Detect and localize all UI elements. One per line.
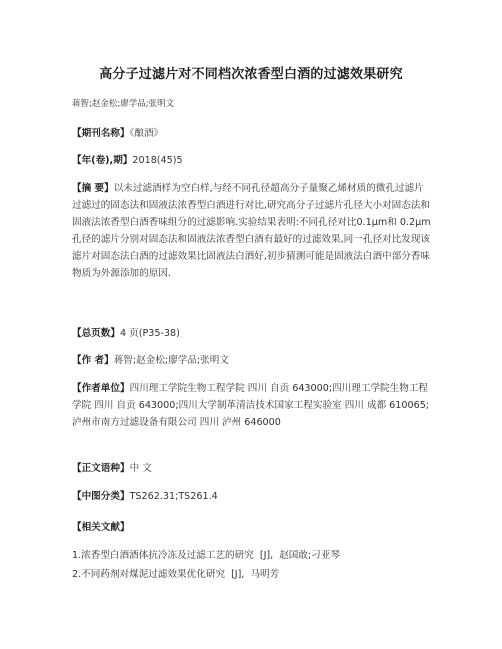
pages-field — [72, 325, 432, 342]
related-heading: 【相关文献】 — [72, 522, 130, 533]
language-field — [72, 460, 432, 477]
abstract-value: 以未过滤酒样为空白样,与经不同孔径超高分子量聚乙烯材质的微孔过滤片过滤过的固态法和固液法浓香型白酒进行对比,研究高分子过滤片孔径大小对固态法和固液法浓香型白酒香味组分的过滤影响.实验结果表明:不同孔径对比0.1μm和 0.2μm 孔径的滤片分别对固态法和固液法浓香型白酒有最好的过滤效果,同一孔径对比发现该滤片对固态法白酒的过滤效果比固液法白酒好,初步猜测可能是固液法白酒中部分香味物质为外源添加的原因. — [72, 183, 431, 279]
language-value: 中 文 — [129, 463, 152, 474]
year-issue-value: 2018(45)5 — [132, 155, 183, 166]
affiliations-label: 【作者单位】 — [72, 383, 130, 394]
authors-subtitle: 蒋智;赵金松;廖学品;张明文 — [72, 99, 175, 109]
year-issue-field — [72, 152, 432, 169]
language-label: 【正文语种】 — [72, 463, 130, 474]
ref-authors: 赵国敢;刁亚琴 — [279, 550, 341, 561]
ref-type: [J], — [231, 569, 245, 580]
journal-label: 【期刊名称】 — [72, 128, 130, 139]
abstract-label: 【摘 要】 — [72, 183, 114, 194]
classification-value: TS262.31;TS261.4 — [129, 491, 218, 502]
abstract-field — [72, 180, 432, 282]
ref-title[interactable]: 2.不同药剂对煤泥过滤效果优化研究 — [72, 569, 226, 580]
classification-label: 【中图分类】 — [72, 491, 130, 502]
pages-label: 【总页数】 — [72, 328, 120, 339]
authors-value: 蒋智;赵金松;廖学品;张明文 — [113, 355, 229, 366]
ref-title[interactable]: 1.浓香型白酒酒体抗冷冻及过滤工艺的研究 — [72, 550, 254, 561]
affiliations-field — [72, 380, 432, 431]
pages-value: 4 页(P35-38) — [119, 328, 180, 339]
authors-label: 【作 者】 — [72, 355, 114, 366]
journal-value: 《酿酒》 — [129, 128, 164, 139]
ref-type: [J], — [259, 550, 274, 561]
related-list — [72, 546, 432, 584]
classification-field — [72, 488, 432, 505]
authors-field — [72, 352, 432, 369]
paper-title: 高分子过滤片对不同档次浓香型白酒的过滤效果研究 — [99, 67, 403, 82]
list-item[interactable] — [72, 546, 432, 565]
year-issue-label: 【年(卷),期】 — [72, 155, 133, 166]
affiliations-value: 四川理工学院生物工程学院 四川 自贡 643000;四川理工学院生物工程学院 四川 自贡 643000;四川大学制革清洁技术国家工程实验室 四川 成都 610065;泸州市南方过滤设备有限公司 四川 泸州 646000 — [72, 383, 430, 428]
list-item[interactable] — [72, 565, 432, 584]
journal-field — [72, 125, 432, 142]
ref-authors: 马明芳 — [250, 569, 280, 580]
